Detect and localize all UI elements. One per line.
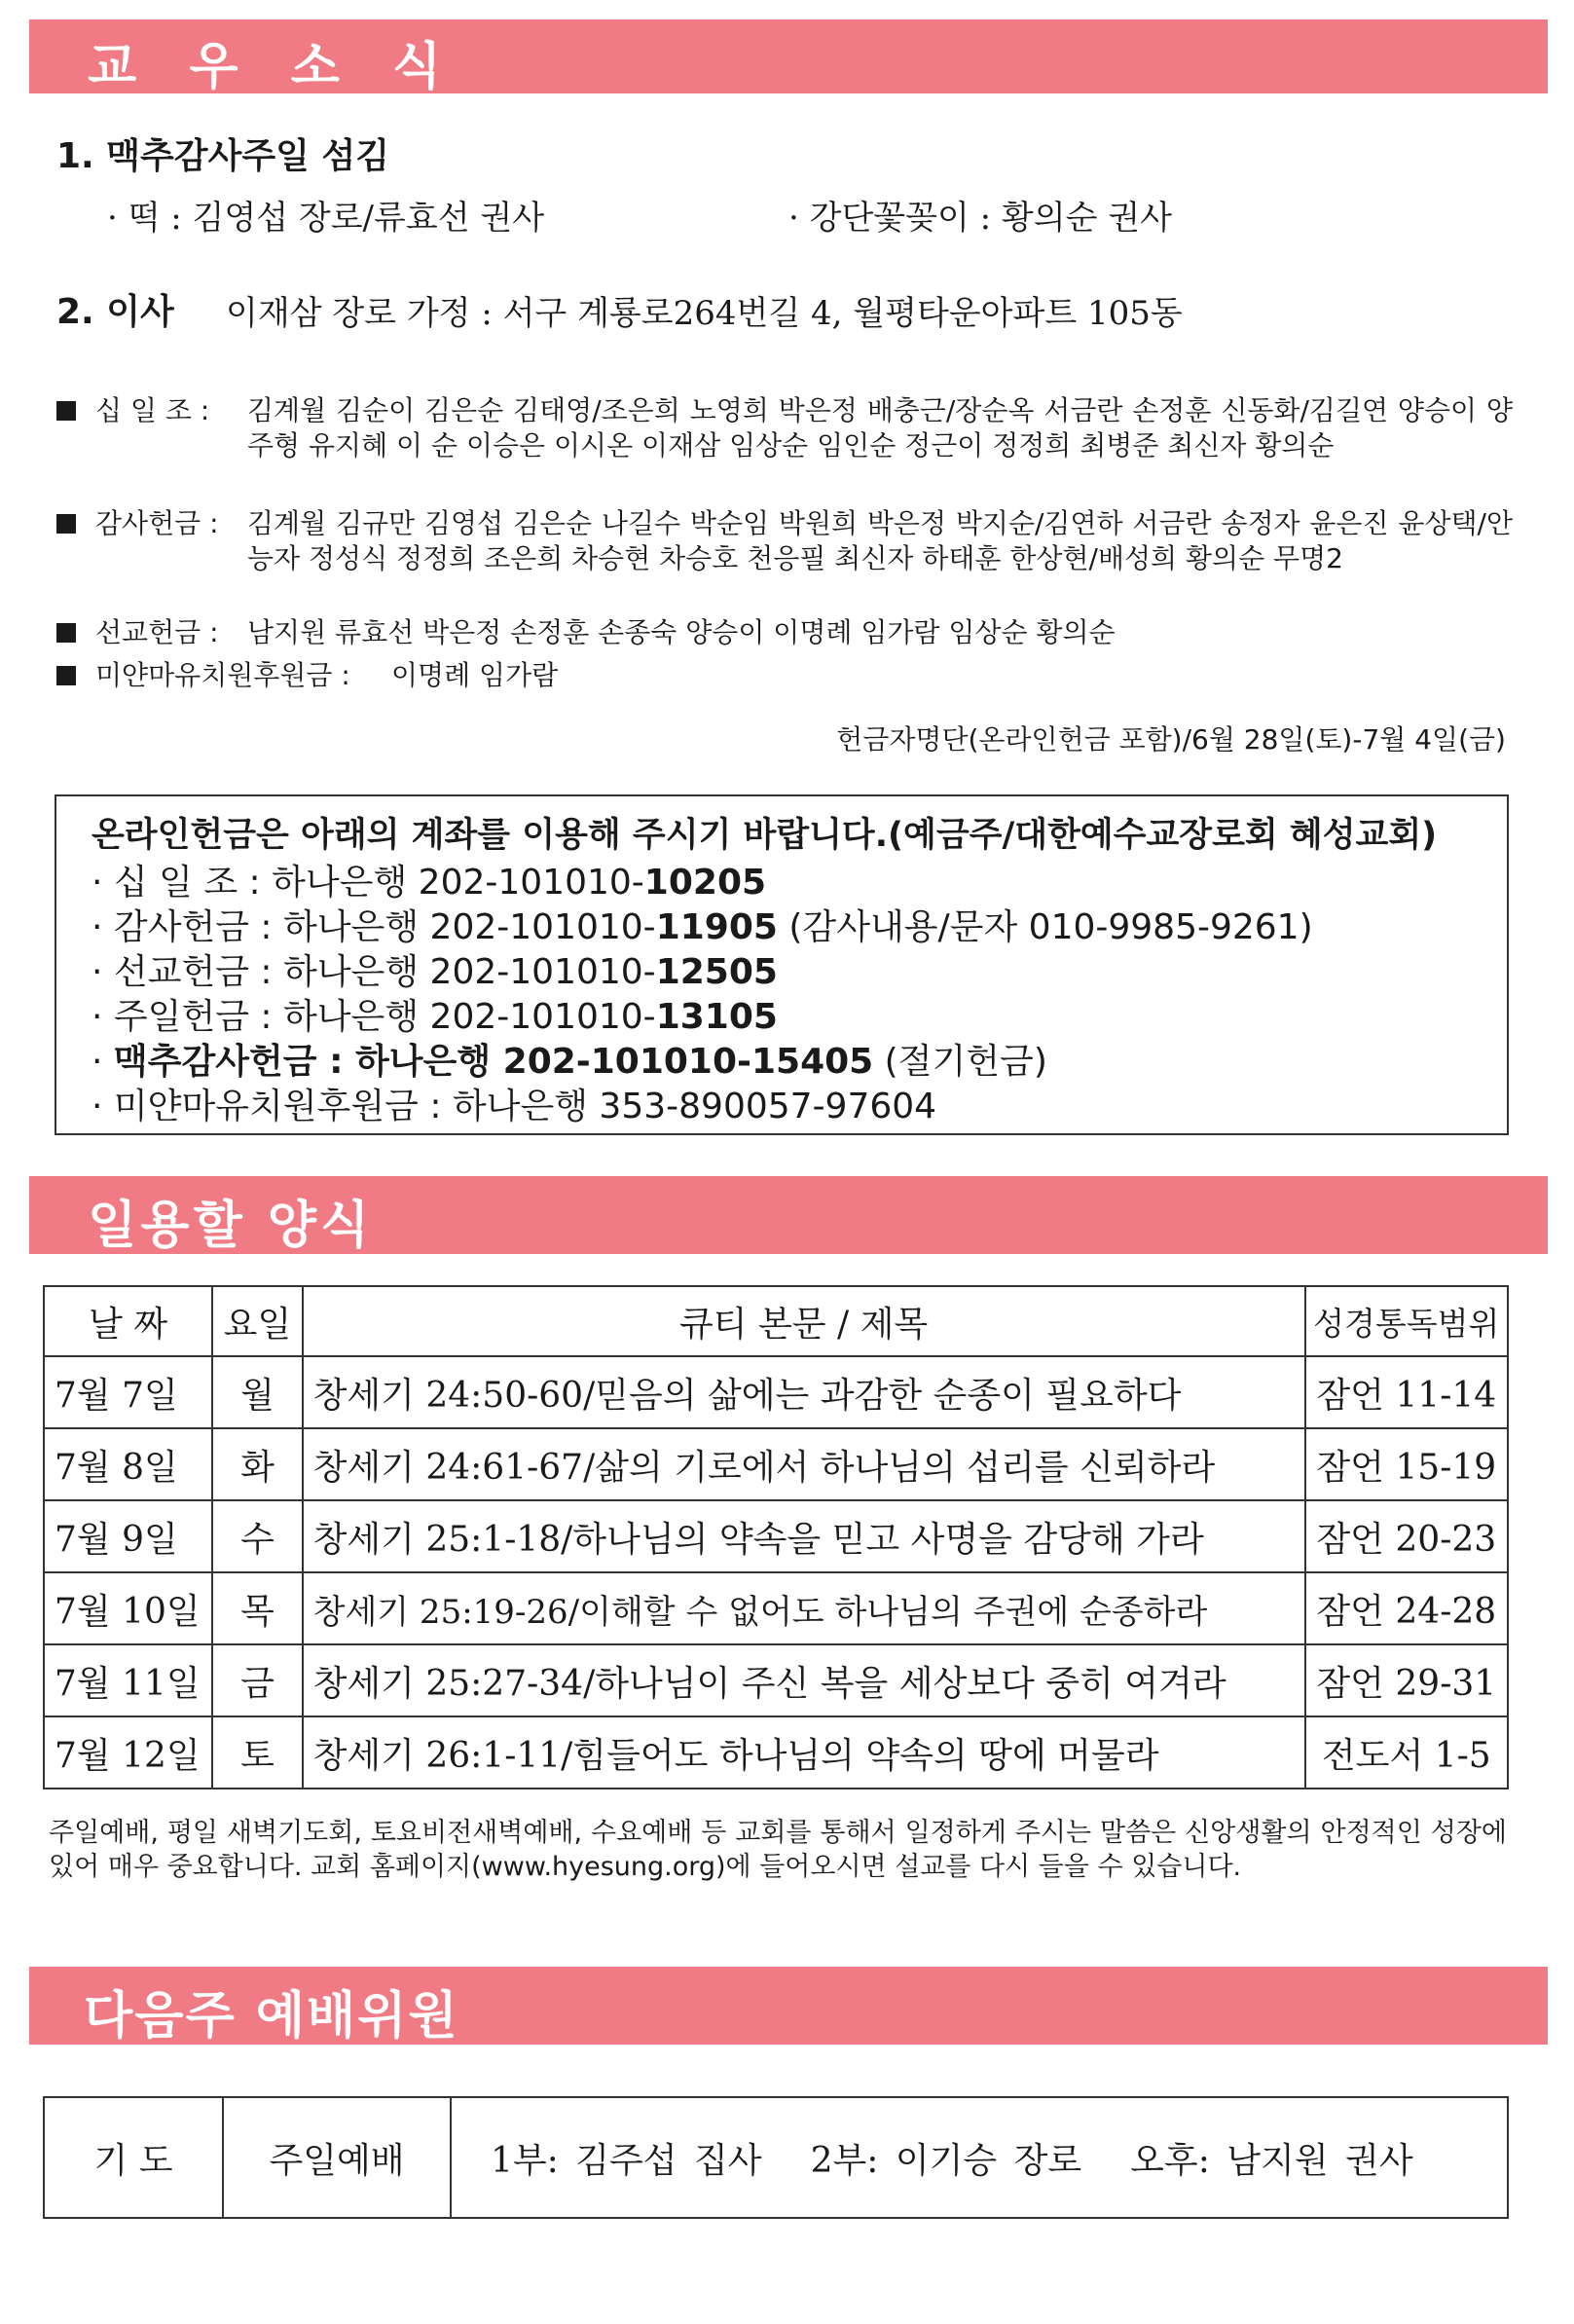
cell-day: 화 <box>212 1428 302 1500</box>
cell-passage: 창세기 24:50-60/믿음의 삶에는 과감한 순종이 필요하다 <box>303 1356 1305 1428</box>
cell-reading: 잠언 11-14 <box>1305 1356 1508 1428</box>
worship-second: 2부: 이기승 장로 <box>810 2140 1082 2181</box>
offering-mission <box>56 615 1517 650</box>
news-item-1-left: · 떡 : 김영섭 장로/류효선 권사 <box>107 199 545 238</box>
cell-reading: 잠언 29-31 <box>1305 1644 1508 1716</box>
account-number-bold: 10205 <box>643 863 767 903</box>
bullet-square <box>56 666 76 685</box>
offering-names: 이명례 임가람 <box>391 659 559 691</box>
cell-passage: 창세기 25:1-18/하나님의 약속을 믿고 사명을 감당해 가라 <box>303 1500 1305 1572</box>
account-number-bold: 13105 <box>655 997 778 1037</box>
account-label: · 미얀마유치원후원금 : 하나은행 353-890057-97604 <box>92 1087 937 1126</box>
account-extra: (감사내용/문자 010-9985-9261) <box>788 907 1313 947</box>
cell-day: 목 <box>212 1572 302 1644</box>
account-line-myanmar <box>92 1079 936 1128</box>
offering-names: 김계월 김순이 김은순 김태영/조은희 노영희 박은정 배충근/장순옥 서금란 손정훈 신동화/김길연 양승이 양주형 유지혜 이 순 이승은 이시온 이재삼 임상순 임인순 정근이 정정희 최병준 최신자 황의순 <box>247 394 1513 461</box>
offering-label: 십 일 조 : <box>95 394 210 426</box>
account-line-harvest <box>92 1034 1047 1084</box>
news-item-1-right: · 강단꽃꽂이 : 황의순 권사 <box>788 199 1172 238</box>
account-label: · 감사헌금 : 하나은행 202-101010- <box>92 907 656 947</box>
section-banner-next-week <box>29 1967 1548 2045</box>
news-item-2-text: 이재삼 장로 가정 : 서구 계룡로264번길 4, 월평타운아파트 105동 <box>226 294 1183 333</box>
account-label: · 선교헌금 : 하나은행 202-101010- <box>92 952 656 992</box>
worship-service: 주일예배 <box>223 2097 451 2218</box>
account-line-sunday <box>92 989 778 1039</box>
header-date: 날 짜 <box>44 1286 212 1356</box>
account-line-tithe <box>92 855 766 904</box>
news-item-1-heading: 1. 맥추감사주일 섬김 <box>56 136 389 176</box>
cell-passage: 창세기 24:61-67/삶의 기로에서 하나님의 섭리를 신뢰하라 <box>303 1428 1305 1500</box>
offering-tithe <box>56 393 1517 498</box>
online-offering-title: 온라인헌금은 아래의 계좌를 이용해 주시기 바랍니다.(예금주/대한예수교장로회 혜성교회) <box>92 816 1438 855</box>
account-number-bold: 12505 <box>655 952 778 992</box>
table-row <box>44 1572 1508 1644</box>
account-number-bold: 맥추감사헌금 : 하나은행 202-101010-15405 <box>113 1042 874 1082</box>
offering-label: 선교헌금 : <box>95 616 219 648</box>
account-number-bold: 11905 <box>655 907 778 947</box>
account-label: · 주일헌금 : 하나은행 202-101010- <box>92 997 656 1037</box>
cell-reading: 잠언 15-19 <box>1305 1428 1508 1500</box>
header-day: 요일 <box>212 1286 302 1356</box>
cell-date: 7월 9일 <box>44 1500 212 1572</box>
account-extra: (절기헌금) <box>884 1042 1047 1082</box>
section-banner-church-news <box>29 19 1548 96</box>
account-line-thanks <box>92 900 1313 949</box>
cell-date: 7월 7일 <box>44 1356 212 1428</box>
table-row <box>44 1356 1508 1428</box>
account-label: · <box>92 1042 114 1082</box>
account-line-mission <box>92 944 778 994</box>
cell-date: 7월 10일 <box>44 1572 212 1644</box>
cell-day: 토 <box>212 1716 302 1789</box>
worship-assignments <box>451 2097 1508 2218</box>
offering-names: 남지원 류효선 박은정 손정훈 손종숙 양승이 이명례 임가람 임상순 황의순 <box>247 616 1116 648</box>
cell-reading: 잠언 20-23 <box>1305 1500 1508 1572</box>
offering-period: 헌금자명단(온라인헌금 포함)/6월 28일(토)-7월 4일(금) <box>836 723 1506 756</box>
qt-header-row <box>44 1286 1508 1356</box>
cell-passage: 창세기 25:19-26/이해할 수 없어도 하나님의 주권에 순종하라 <box>303 1572 1305 1644</box>
cell-reading: 잠언 24-28 <box>1305 1572 1508 1644</box>
table-row <box>44 2097 1508 2218</box>
cell-date: 7월 12일 <box>44 1716 212 1789</box>
bullet-square <box>56 401 76 421</box>
qt-note: 주일예배, 평일 새벽기도회, 토요비전새벽예배, 수요예배 등 교회를 통해서 일정하게 주시는 말씀은 신앙생활의 안정적인 성장에 있어 매우 중요합니다. 교회 홈페이지(www.hyesung.org)에 들어오시면 설교를 다시 들을 수 있습니다. <box>49 1818 1507 1882</box>
offering-names: 김계월 김규만 김영섭 김은순 나길수 박순임 박원희 박은정 박지순/김연하 서금란 송정자 윤은진 윤상택/안능자 정성식 정정희 조은희 차승현 차승호 천응필 최신자 하태훈 한상현/배성희 황의순 무명2 <box>247 507 1513 574</box>
section-title: 교 우 소 식 <box>88 38 459 96</box>
table-row <box>44 1644 1508 1716</box>
offering-label: 감사헌금 : <box>95 507 219 539</box>
table-row <box>44 1500 1508 1572</box>
section-title: 다음주 예배위원 <box>84 1987 459 2046</box>
cell-reading: 전도서 1-5 <box>1305 1716 1508 1789</box>
worship-table <box>43 2096 1509 2219</box>
account-label: · 십 일 조 : 하나은행 202-101010- <box>92 863 644 903</box>
worship-role: 기 도 <box>44 2097 223 2218</box>
header-passage: 큐티 본문 / 제목 <box>303 1286 1305 1356</box>
section-banner-daily-qt <box>29 1176 1548 1254</box>
bullet-square <box>56 623 76 643</box>
cell-passage: 창세기 25:27-34/하나님이 주신 복을 세상보다 중히 여겨라 <box>303 1644 1305 1716</box>
offering-myanmar <box>56 658 1517 693</box>
offering-thanks <box>56 506 1517 611</box>
online-offering-box <box>55 794 1509 1135</box>
cell-day: 금 <box>212 1644 302 1716</box>
cell-day: 수 <box>212 1500 302 1572</box>
worship-afternoon: 오후: 남지원 권사 <box>1130 2140 1413 2181</box>
section-title: 일용할 양식 <box>88 1197 374 1255</box>
table-row <box>44 1716 1508 1789</box>
cell-passage: 창세기 26:1-11/힘들어도 하나님의 약속의 땅에 머물라 <box>303 1716 1305 1789</box>
cell-day: 월 <box>212 1356 302 1428</box>
qt-table <box>43 1285 1509 1789</box>
news-item-2-heading: 2. 이사 <box>56 292 174 332</box>
worship-first: 1부: 김주섭 집사 <box>491 2140 762 2181</box>
table-row <box>44 1428 1508 1500</box>
cell-date: 7월 8일 <box>44 1428 212 1500</box>
cell-date: 7월 11일 <box>44 1644 212 1716</box>
header-reading: 성경통독범위 <box>1305 1286 1508 1356</box>
bullet-square <box>56 514 76 534</box>
offering-label: 미얀마유치원후원금 : <box>95 659 350 691</box>
